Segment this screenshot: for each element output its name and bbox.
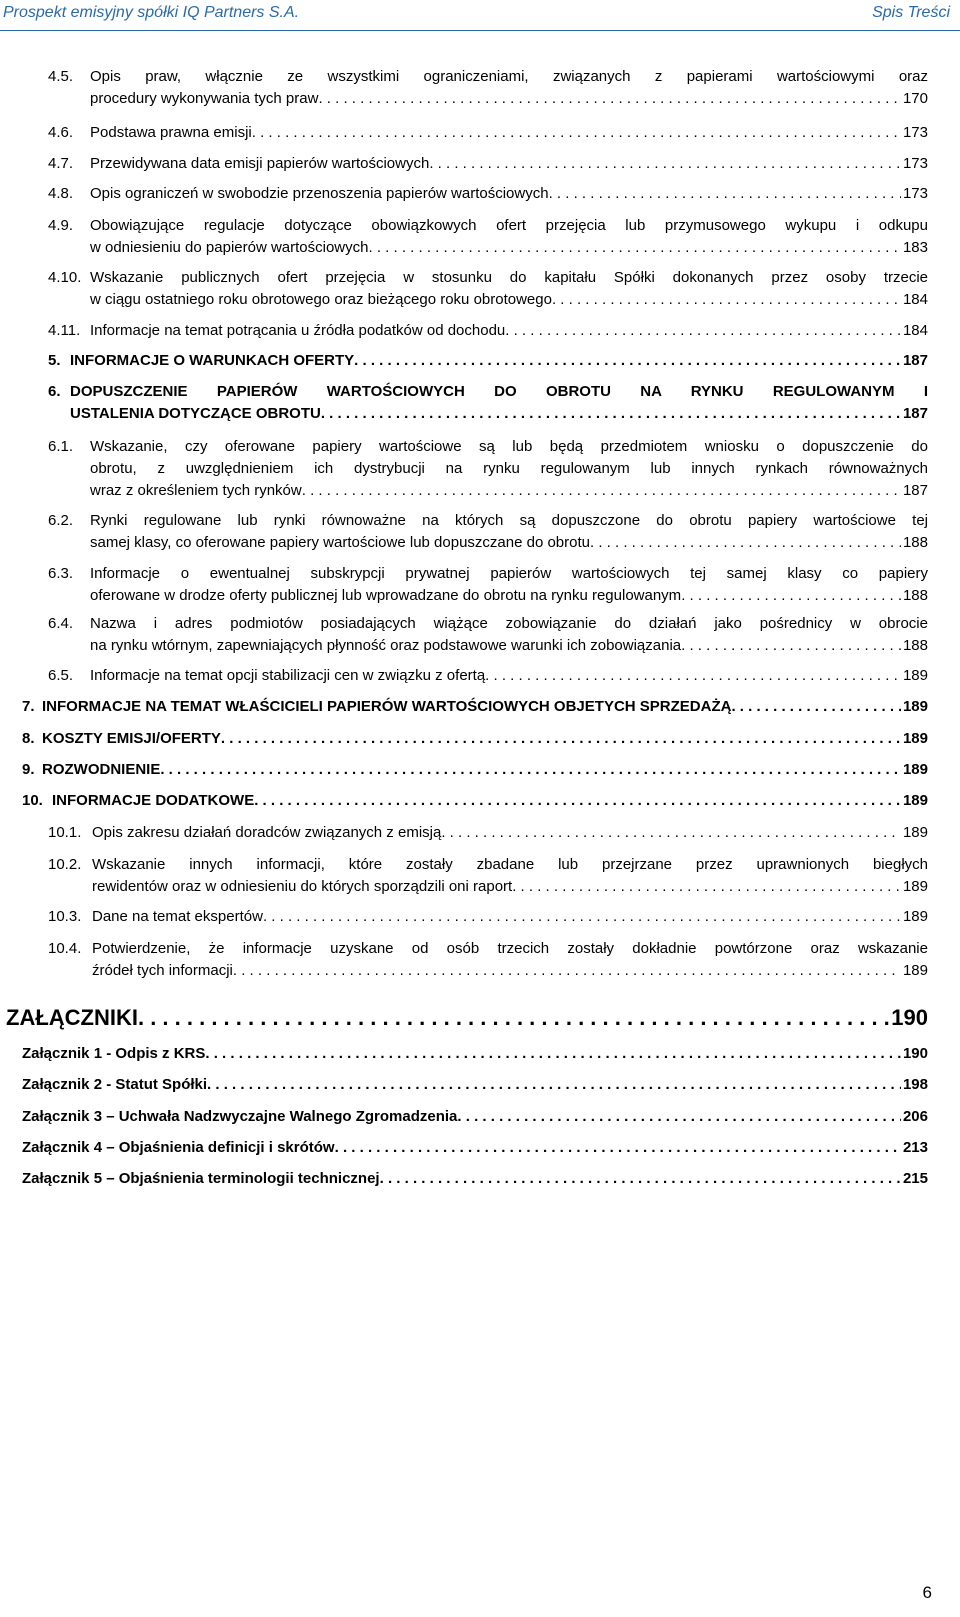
toc-entry-title: Załącznik 3 – Uchwała Nadzwyczajne Walnego Zgromadzenia [22,1108,458,1125]
toc-entry[interactable] [48,122,928,144]
toc-entry-page: 189 [902,824,928,841]
dot-leader [552,289,901,311]
toc-entry-number: 4.10. [48,269,82,286]
dot-leader [335,1137,901,1159]
toc-entry[interactable] [6,1003,928,1033]
toc-entry-number: 6.2. [48,512,74,529]
toc-entry-title: rewidentów oraz w odniesieniu do których sporządzili oni raport [92,878,513,895]
toc-entry-text-line: Wskazanie publicznych ofert przejęcia w stosunku do kapitału Spółki dokonanych przez osoby trzecie [90,269,928,286]
toc-entry[interactable] [48,350,928,372]
toc-entry-page: 173 [902,185,928,202]
toc-entry-page: 188 [902,637,928,654]
toc-entry[interactable] [48,320,928,342]
toc-entry-text-line: Obowiązujące regulacje dotyczące obowiązkowych ofert przejęcia lub przymusowego wykupu i odkupu [90,217,928,234]
toc-entry-page: 189 [902,908,928,925]
toc-entry[interactable] [22,696,928,718]
toc-entry-number: 6.1. [48,438,74,455]
toc-entry-page: 173 [902,155,928,172]
toc-entry-title: INFORMACJE NA TEMAT WŁAŚCICIELI PAPIERÓW WARTOŚCIOWYCH OBJETYCH SPRZEDAŻĄ [42,698,732,715]
dot-leader [160,759,901,781]
toc-entry[interactable] [48,613,928,657]
dot-leader [205,1043,901,1065]
toc-entry[interactable] [22,1137,928,1159]
dot-leader [354,350,901,372]
toc-entry-title: w odniesieniu do papierów wartościowych [90,239,369,256]
header-section: Spis Treści [872,4,950,21]
toc-entry[interactable] [22,728,928,750]
toc-entry-title: INFORMACJE O WARUNKACH OFERTY [70,352,355,369]
toc-entry[interactable] [22,1074,928,1096]
toc-entry-text-line: Informacje o ewentualnej subskrypcji prywatnej papierów wartościowych tej samej klasy co papiery [90,565,928,582]
toc-entry-text-line: Potwierdzenie, że informacje uzyskane od osób trzecich zostały dokładnie powtórzone oraz wskazanie [92,940,928,957]
header-title: Prospekt emisyjny spółki IQ Partners S.A. [3,4,300,21]
dot-leader [263,906,901,928]
toc-entry[interactable] [22,1043,928,1065]
toc-entry[interactable] [48,183,928,205]
dot-leader [207,1074,901,1096]
toc-entry[interactable] [22,790,928,812]
toc-entry-number: 6.3. [48,565,74,582]
toc-entry-title: Opis zakresu działań doradców związanych z emisją [92,824,442,841]
toc-entry-title: Załącznik 5 – Objaśnienia terminologii technicznej [22,1170,380,1187]
toc-entry-text-line: Wskazanie innych informacji, które zostały zbadane lub przejrzane przez uprawnionych biegłych [92,856,928,873]
dot-leader [505,320,901,342]
toc-entry[interactable] [22,1106,928,1128]
dot-leader [731,696,901,718]
toc-entry-page: 189 [902,792,928,809]
toc-entry[interactable] [48,510,928,554]
toc-entry-page: 190 [891,1005,928,1030]
toc-entry-title: Podstawa prawna emisji [90,124,252,141]
dot-leader [590,532,901,554]
toc-entry-text-line: Rynki regulowane lub rynki równoważne na których są dopuszczone do obrotu papiery wartościowe tej [90,512,928,529]
toc-entry[interactable] [48,906,928,928]
toc-entry[interactable] [48,436,928,502]
toc-entry-number: 4.8. [48,185,74,202]
toc-entry-number: 6. [48,383,61,400]
toc-entry-page: 189 [902,667,928,684]
dot-leader [221,728,901,750]
toc-entry-text-line: Nazwa i adres podmiotów posiadających wiążące zobowiązanie do działań jako pośrednicy w obrocie [90,615,928,632]
toc-entry-number: 8. [22,730,35,747]
toc-entry[interactable] [48,563,928,607]
toc-entry-title: ZAŁĄCZNIKI [6,1005,138,1030]
toc-entry[interactable] [48,938,928,982]
dot-leader [549,183,901,205]
dot-leader [512,876,901,898]
toc-entry-text-line: DOPUSZCZENIE PAPIERÓW WARTOŚCIOWYCH DO OBROTU NA RYNKU REGULOWANYM I [70,383,928,400]
dot-leader [380,1168,901,1190]
toc-entry[interactable] [48,381,928,425]
toc-entry-text-line: Opis praw, włącznie ze wszystkimi ograniczeniami, związanych z papierami wartościowymi oraz [90,68,928,85]
toc-entry-page: 184 [902,291,928,308]
toc-entry-title: USTALENIA DOTYCZĄCE OBROTU [70,405,321,422]
toc-entry-page: 189 [902,730,928,747]
toc-entry-number: 10. [22,792,43,809]
toc-entry-page: 173 [902,124,928,141]
toc-entry-title: ROZWODNIENIE [42,761,161,778]
toc-entry[interactable] [48,153,928,175]
toc-entry[interactable] [48,66,928,110]
toc-entry-title: na rynku wtórnym, zapewniających płynność oraz podstawowe warunki ich zobowiązania [90,637,682,654]
toc-entry-number: 4.11. [48,322,81,339]
toc-entry-page: 189 [902,962,928,979]
dot-leader [252,122,901,144]
toc-entry-title: w ciągu ostatniego roku obrotowego oraz bieżącego roku obrotowego [90,291,552,308]
toc-entry-number: 4.9. [48,217,74,234]
toc-entry-page: 187 [902,405,928,422]
toc-entry-number: 9. [22,761,35,778]
toc-entry-page: 188 [902,587,928,604]
dot-leader [233,960,901,982]
toc-entry-page: 184 [902,322,928,339]
toc-entry-number: 4.6. [48,124,74,141]
page-number: 6 [922,1583,932,1602]
toc-entry-title: Załącznik 2 - Statut Spółki [22,1076,208,1093]
toc-entry-number: 4.5. [48,68,74,85]
toc-entry[interactable] [22,759,928,781]
toc-entry-page: 183 [902,239,928,256]
toc-entry-title: Przewidywana data emisji papierów wartościowych [90,155,430,172]
dot-leader [368,237,900,259]
toc-entry-title: samej klasy, co oferowane papiery wartościowe lub dopuszczane do obrotu [90,534,590,551]
toc-entry-number: 10.2. [48,856,82,873]
dot-leader [254,790,901,812]
dot-leader [138,1003,889,1033]
toc-entry-title: wraz z określeniem tych rynków [90,482,302,499]
toc-entry[interactable] [48,267,928,311]
toc-entry[interactable] [48,854,928,898]
toc-entry[interactable] [22,1168,928,1190]
toc-entry[interactable] [48,822,928,844]
toc-entry-page: 215 [902,1170,928,1187]
toc-entry-text-line: Wskazanie, czy oferowane papiery wartościowe są lub będą przedmiotem wniosku o dopuszczenie do [90,438,928,455]
toc-entry-title: INFORMACJE DODATKOWE [52,792,255,809]
toc-entry-page: 190 [902,1045,928,1062]
dot-leader [485,665,901,687]
toc-entry-page: 189 [902,878,928,895]
toc-entry-title: Załącznik 4 – Objaśnienia definicji i skrótów [22,1139,335,1156]
toc-entry-title: Informacje na temat opcji stabilizacji cen w związku z ofertą [90,667,486,684]
toc-entry-page: 187 [902,482,928,499]
toc-entry-title: Informacje na temat potrącania u źródła podatków od dochodu [90,322,506,339]
dot-leader [302,480,901,502]
toc-entry-number: 10.3. [48,908,82,925]
toc-entry-number: 4.7. [48,155,74,172]
dot-leader [457,1106,901,1128]
toc-entry[interactable] [48,215,928,259]
toc-entry-page: 206 [902,1108,928,1125]
toc-entry-page: 170 [902,90,928,107]
dot-leader [681,635,901,657]
toc-entry-number: 5. [48,352,61,369]
toc-entry-title: Dane na temat ekspertów [92,908,263,925]
toc-entry-title: Załącznik 1 - Odpis z KRS [22,1045,206,1062]
toc-entry-title: KOSZTY EMISJI/OFERTY [42,730,221,747]
toc-entry-page: 188 [902,534,928,551]
toc-entry-title: oferowane w drodze oferty publicznej lub wprowadzane do obrotu na rynku regulowanym [90,587,682,604]
toc-entry-page: 189 [902,761,928,778]
dot-leader [318,88,901,110]
toc-entry-title: źródeł tych informacji [92,962,233,979]
toc-entry-page: 198 [902,1076,928,1093]
dot-leader [321,403,901,425]
toc-entry-text-line: obrotu, z uwzględnieniem ich dystrybucji na rynku regulowanym lub innych rynkach równoważnych [90,460,928,477]
dot-leader [681,585,901,607]
dot-leader [441,822,901,844]
toc-entry-page: 187 [902,352,928,369]
toc-entry-number: 10.1. [48,824,82,841]
toc-entry-number: 6.5. [48,667,74,684]
toc-entry-number: 7. [22,698,35,715]
dot-leader [429,153,901,175]
toc-entry-page: 189 [902,698,928,715]
page-header [0,0,960,31]
toc-entry-title: procedury wykonywania tych praw [90,90,319,107]
toc-entry-page: 213 [902,1139,928,1156]
toc-entry-title: Opis ograniczeń w swobodzie przenoszenia papierów wartościowych [90,185,549,202]
toc-entry-number: 6.4. [48,615,74,632]
toc-entry[interactable] [48,665,928,687]
toc-entry-number: 10.4. [48,940,82,957]
